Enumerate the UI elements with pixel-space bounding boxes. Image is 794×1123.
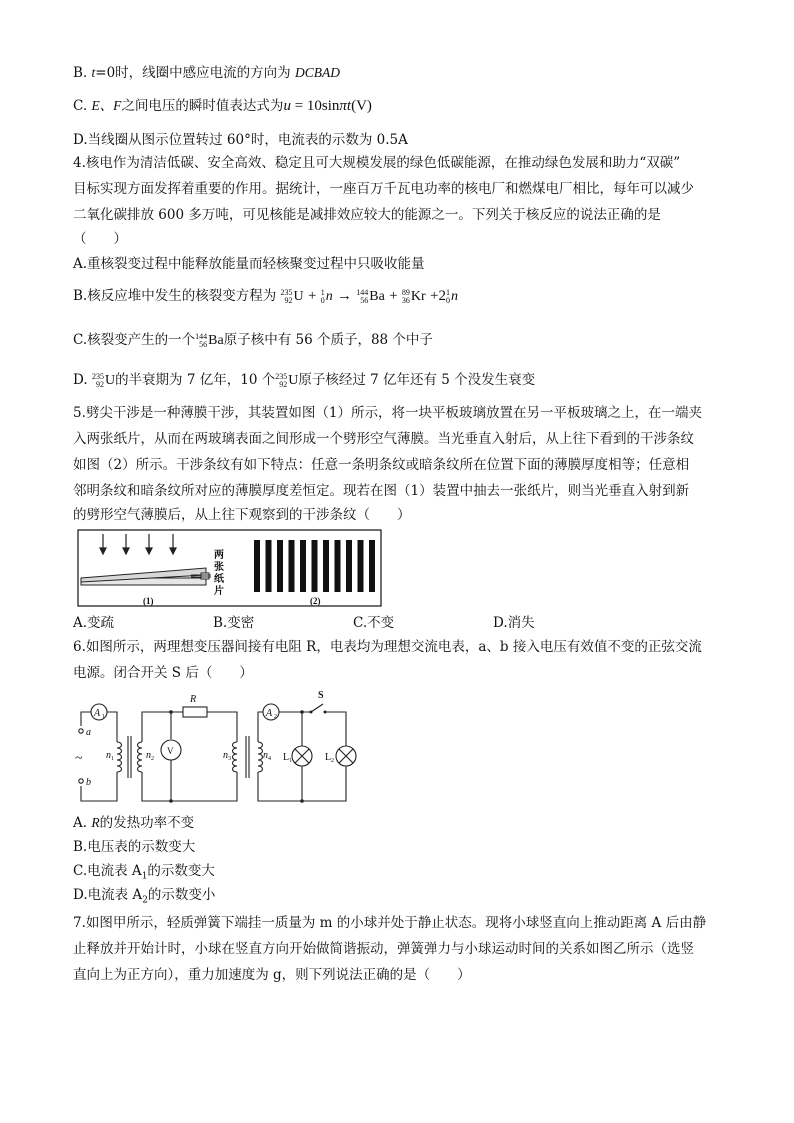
- svg-text:n: n: [263, 750, 268, 761]
- q5-stem-line-4: 邻明条纹和暗条纹所对应的薄膜厚度差恒定。现若在图（1）装置中抽去一张纸片，则当光垂直入射到新: [73, 483, 690, 499]
- q4-stem-line-1: 4.核电作为清洁低碳、安全高效、稳定且可大规模发展的绿色低碳能源，在推动绿色发展和助力“双碳”: [73, 155, 681, 171]
- terminal-b: [79, 779, 83, 783]
- q6-stem-line-2: 电源。闭合开关 S 后（ ）: [73, 665, 253, 681]
- svg-text:1: 1: [111, 756, 114, 762]
- q3-option-b: B. t=0时，线圈中感应电流的方向为 DCBAD: [73, 65, 340, 81]
- q4-option-c: C.核裂变产生的一个 144 56 Ba原子核中有 56 个质子，88 个中子: [73, 331, 433, 349]
- svg-text:L: L: [283, 752, 290, 763]
- svg-text:片: 片: [214, 586, 224, 597]
- svg-text:~: ~: [75, 751, 83, 766]
- switch-s: [311, 704, 323, 712]
- q7-stem-line-1: 7.如图甲所示，轻质弹簧下端挂一质量为 m 的小球并处于静止状态。现将小球竖直向上推动距离 A 后由静: [73, 915, 707, 931]
- q4-option-d: D. 235 92 U的半衰期为 7 亿年，10 个 235 92 U原子核经过 7 亿年还有 5 个没发生衰变: [73, 371, 536, 389]
- svg-text:两: 两: [214, 550, 224, 561]
- q5-option-d: D.消失: [493, 615, 535, 631]
- q6-transformer-circuit: [73, 686, 360, 804]
- svg-text:3: 3: [228, 756, 231, 762]
- nuclide-u235-d2: 235 92 U: [275, 371, 299, 389]
- fringe-bar: [277, 540, 283, 592]
- q4-option-b: B.核反应堆中发生的核裂变方程为 235 92 U + 1 0 n → 144 56 Ba + 89 36 Kr +2 1 0 n: [73, 287, 458, 305]
- fringe-bar: [266, 540, 272, 592]
- q5-interference-figure: [73, 528, 386, 610]
- q6-option-d: D.电流表 $A_2$的示数变小: [73, 887, 216, 906]
- fringe-bar: [346, 540, 352, 592]
- fringe-bar: [335, 540, 341, 592]
- q5-stem-line-1: 5.劈尖干涉是一种薄膜干涉，其装置如图（1）所示，将一块平板玻璃放置在另一平板玻璃之上，在一端夹: [73, 405, 702, 421]
- q3-option-c: C. E、F之间电压的瞬时值表达式为u = 10sinπt(V): [73, 98, 372, 114]
- q4-stem-line-4: （ ）: [73, 231, 127, 247]
- q4-stem-line-2: 目标实现方面发挥着重要的作用。据统计，一座百万千瓦电功率的核电厂和燃煤电厂相比，每年可以减少: [73, 181, 694, 197]
- svg-text:n: n: [106, 750, 111, 761]
- q5-stem-line-2: 入两张纸片，从而在两玻璃表面之间形成一个劈形空气薄膜。当光垂直入射后，从上往下看到的干涉条纹: [73, 431, 694, 447]
- q6-option-a: A. R的发热功率不变: [73, 815, 195, 831]
- svg-text:1: 1: [102, 714, 105, 720]
- nuclide-neutron: 1 0 n: [320, 287, 333, 305]
- svg-text:1: 1: [289, 758, 292, 764]
- light-arrows: [100, 534, 176, 554]
- q5-stem-line-5: 的劈形空气薄膜后，从上往下观察到的干涉条纹（ ）: [73, 507, 411, 523]
- figure-2-label: (2): [310, 596, 321, 606]
- svg-text:2: 2: [331, 758, 334, 764]
- q5-option-a: A.变疏: [73, 615, 115, 631]
- resistor-r: [183, 707, 207, 717]
- q4-option-a: A.重核裂变过程中能释放能量而轻核聚变过程中只吸收能量: [73, 256, 425, 272]
- svg-text:2: 2: [151, 756, 154, 762]
- fringe-bar: [312, 540, 318, 592]
- interference-fringes: [254, 540, 375, 592]
- fringe-bar: [254, 540, 260, 592]
- q5-option-b: B.变密: [213, 615, 255, 631]
- nuclide-ba144-c: 144 56 Ba: [195, 331, 224, 349]
- nuclide-ba144: 144 56 Ba: [356, 287, 385, 305]
- svg-text:n: n: [146, 750, 151, 761]
- paper-label: [214, 548, 225, 597]
- svg-text:V: V: [167, 746, 174, 756]
- svg-text:n: n: [223, 750, 228, 761]
- q7-stem-line-2: 止释放并开始计时，小球在竖直方向开始做简谐振动，弹簧弹力与小球运动时间的关系如图乙所示（选竖: [73, 941, 694, 957]
- fringe-bar: [289, 540, 295, 592]
- svg-text:b: b: [86, 777, 91, 788]
- svg-text:4: 4: [268, 756, 271, 762]
- q6-option-b: B.电压表的示数变大: [73, 839, 196, 855]
- svg-text:R: R: [190, 694, 197, 705]
- svg-text:S: S: [318, 690, 324, 701]
- glass-plates: [81, 568, 209, 585]
- q3-option-d: D.当线圈从图示位置转过 60°时，电流表的示数为 0.5A: [73, 132, 408, 148]
- q6-stem-line-1: 6.如图所示，两理想变压器间接有电阻 R，电表均为理想交流电表，a、b 接入电压有效值不变的正弦交流: [73, 639, 702, 655]
- svg-text:张: 张: [214, 562, 224, 573]
- q4-stem-line-3: 二氧化碳排放 600 多万吨，可见核能是减排效应较大的能源之一。下列关于核反应的说法正确的是: [73, 207, 661, 223]
- fringe-bar: [358, 540, 364, 592]
- svg-text:2: 2: [274, 714, 277, 720]
- q7-stem-line-3: 直向上为正方向），重力加速度为 g，则下列说法正确的是（ ）: [73, 967, 471, 983]
- q6-option-c: C.电流表 $A_1$的示数变大: [73, 863, 215, 882]
- svg-text:纸: 纸: [214, 574, 224, 585]
- nuclide-u235: 235 92 U: [280, 287, 304, 305]
- nuclide-u235-d1: 235 92 U: [91, 371, 116, 389]
- fringe-bar: [300, 540, 306, 592]
- nuclide-kr89: 89 36 Kr: [401, 287, 426, 305]
- q5-stem-line-3: 如图（2）所示。干涉条纹有如下特点：任意一条明条纹或暗条纹所在位置下面的薄膜厚度相等；任意相: [73, 457, 690, 473]
- terminal-a: [79, 729, 83, 733]
- svg-text:L: L: [325, 752, 332, 763]
- figure-1-label: (1): [143, 596, 154, 606]
- svg-text:A: A: [266, 708, 273, 719]
- fringe-bar: [369, 540, 375, 592]
- svg-text:a: a: [86, 727, 91, 738]
- fringe-bar: [323, 540, 329, 592]
- q5-option-c: C.不变: [353, 615, 395, 631]
- svg-text:A: A: [94, 708, 101, 719]
- nuclide-neutron-2: 1 0 n: [445, 287, 458, 305]
